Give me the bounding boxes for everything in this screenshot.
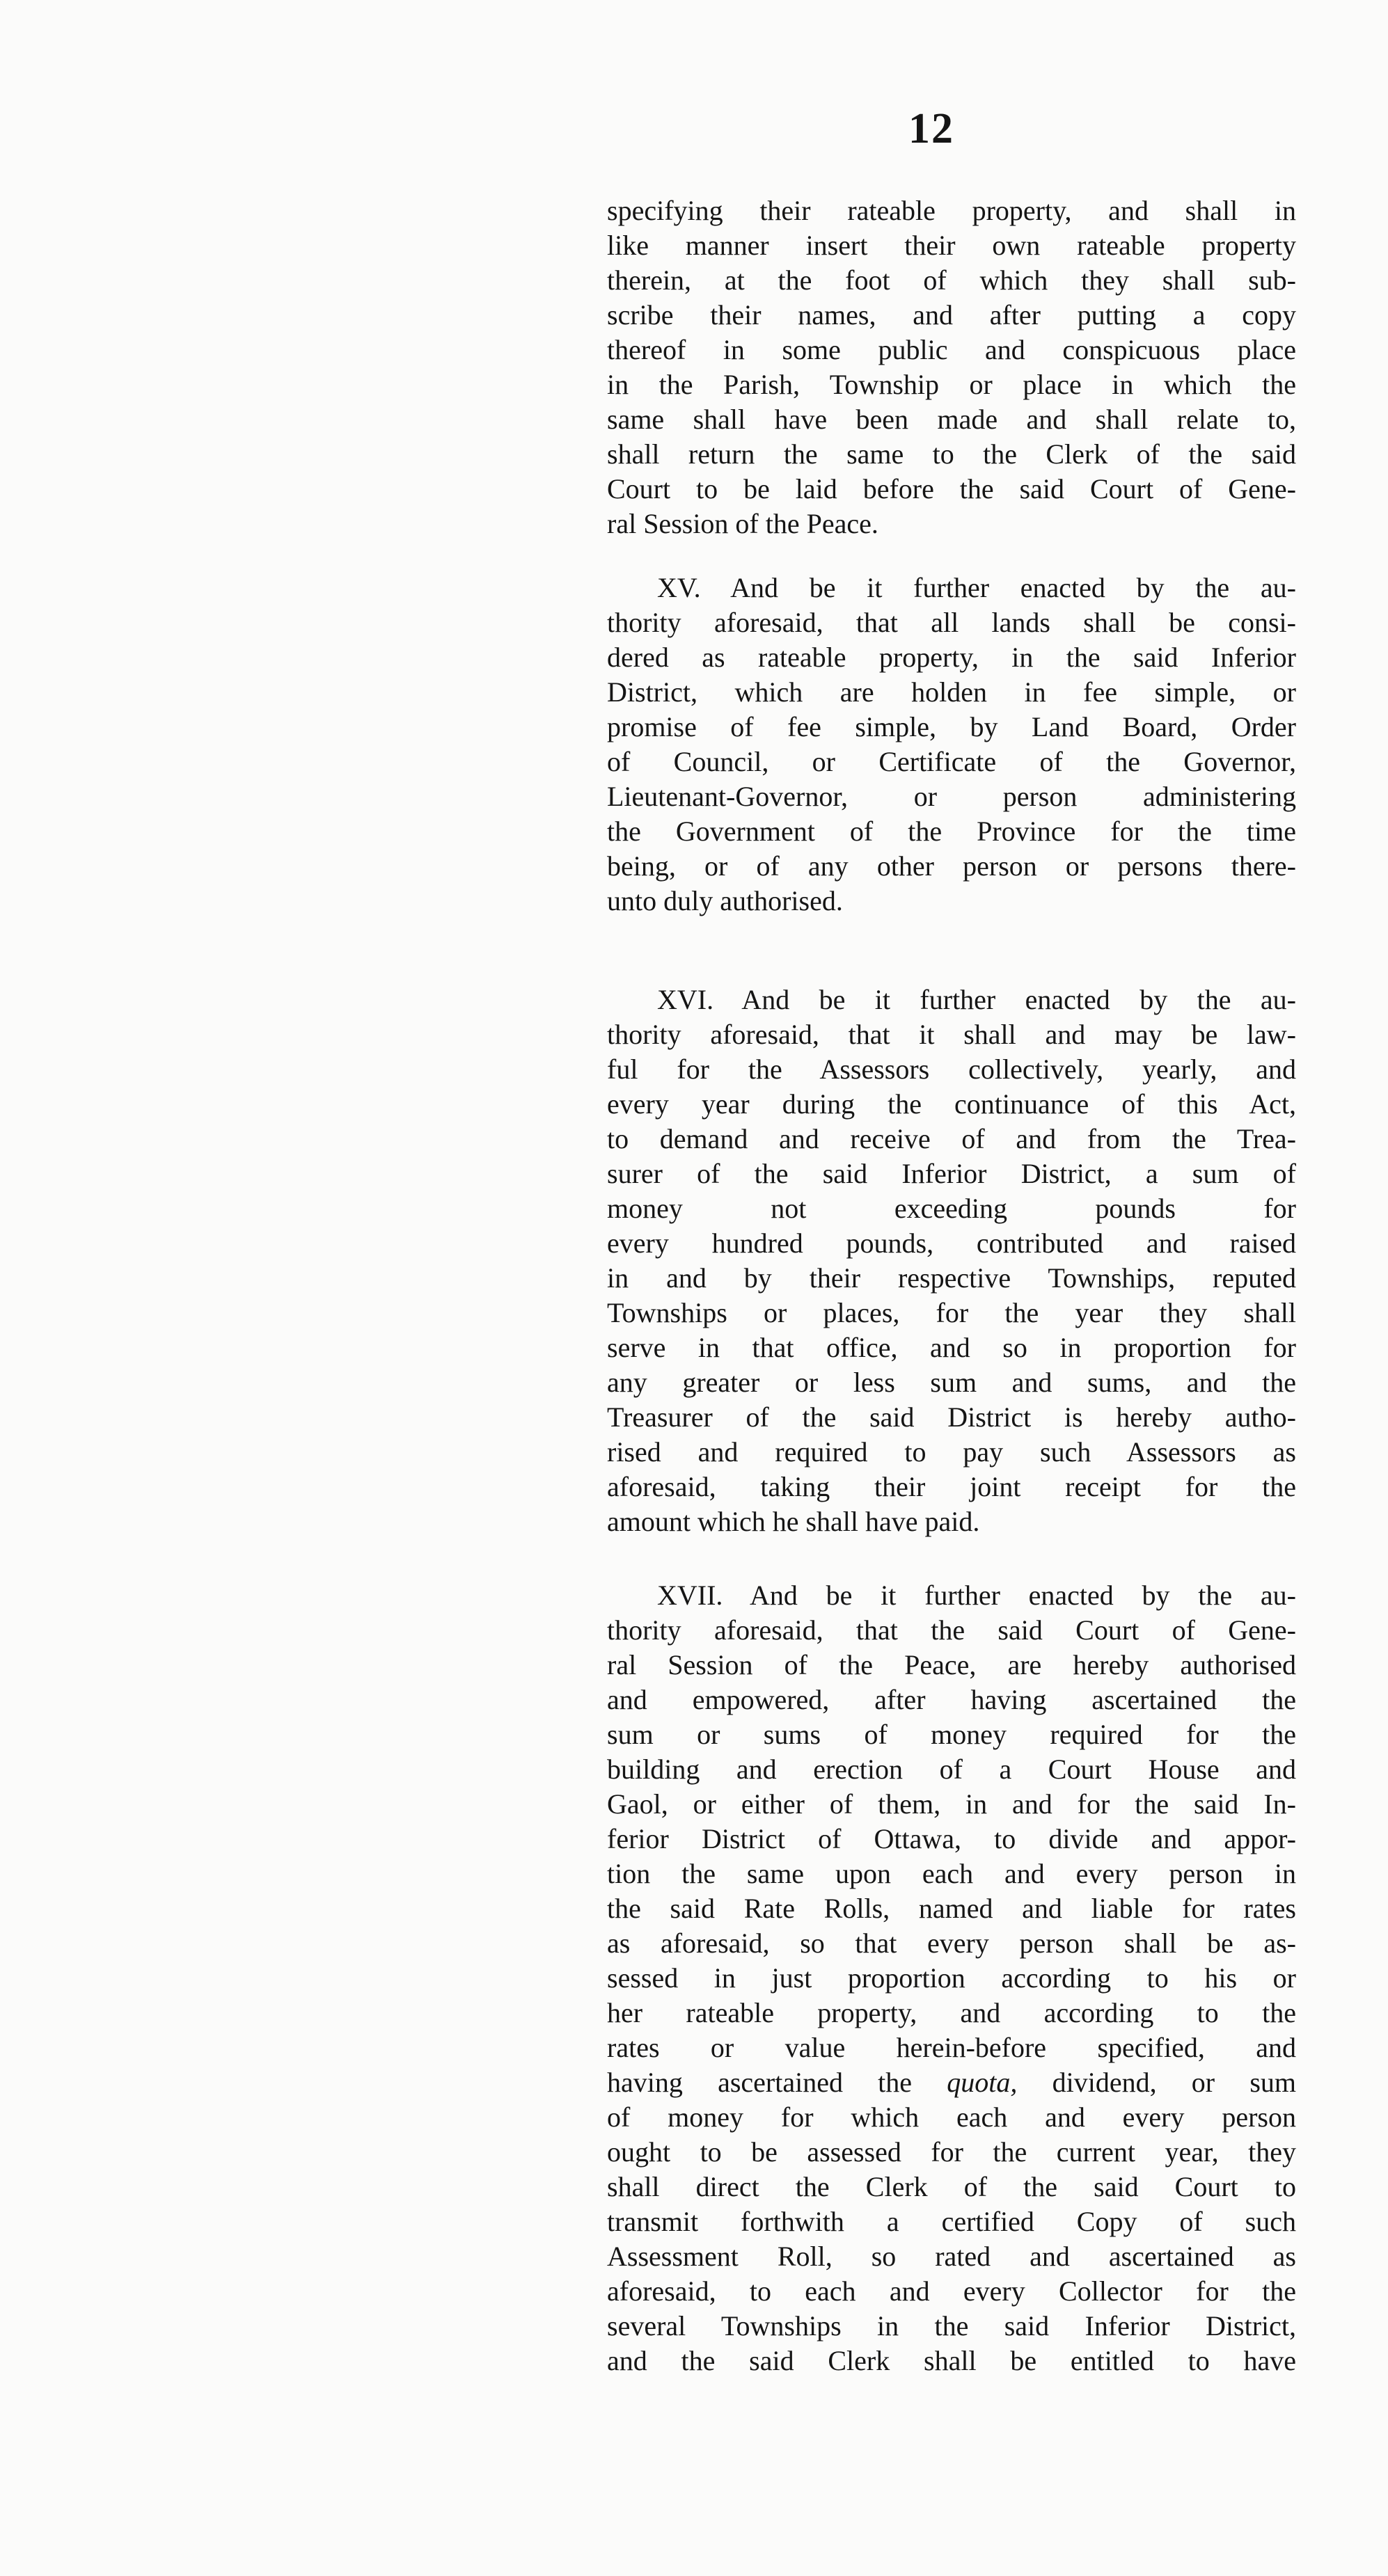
- text-line: therein, at the foot of which they shall sub-: [607, 264, 1296, 296]
- text-line: shall return the same to the Clerk of the said: [607, 438, 1296, 470]
- text-line: District, which are holden in fee simple, or: [607, 676, 1296, 708]
- text-line: as aforesaid, so that every person shall be as-: [607, 1927, 1296, 1959]
- text-line: in the Parish, Township or place in which the: [607, 369, 1296, 400]
- text-line: dered as rateable property, in the said Inferior: [607, 642, 1296, 673]
- text-line: Townships or places, for the year they shall: [607, 1297, 1296, 1328]
- text-line: of Council, or Certificate of the Governor,: [607, 746, 1296, 777]
- text-fragment: having ascertained the: [607, 2067, 913, 2098]
- text-line: aforesaid, to each and every Collector for the: [607, 2275, 1296, 2307]
- text-line: ral Session of the Peace.: [607, 508, 878, 539]
- text-line: specifying their rateable property, and shall in: [607, 195, 1296, 226]
- text-line: the Government of the Province for the time: [607, 816, 1296, 847]
- section-heading-line: XV. And be it further enacted by the au-: [657, 572, 1296, 603]
- text-line: and the said Clerk shall be entitled to have: [607, 2345, 1296, 2376]
- paragraph-section-xvi: [607, 983, 1296, 1539]
- text-line: the said Rate Rolls, named and liable for rates: [607, 1893, 1296, 1924]
- section-heading-line: XVII. And be it further enacted by the au-: [657, 1580, 1296, 1611]
- text-line: Court to be laid before the said Court of Gene-: [607, 473, 1296, 504]
- paragraph-section-xv: [607, 571, 1296, 919]
- text-line: amount which he shall have paid.: [607, 1506, 980, 1537]
- text-line: being, or of any other person or persons there-: [607, 850, 1296, 882]
- text-line-with-italic: [607, 2065, 1296, 2100]
- text-line: serve in that office, and so in proportion for: [607, 1332, 1296, 1363]
- text-line: aforesaid, taking their joint receipt for the: [607, 1471, 1296, 1502]
- text-line: Lieutenant-Governor, or person administering: [607, 781, 1296, 812]
- text-line-with-blank: money not exceeding pounds for: [607, 1193, 1296, 1224]
- text-line: and empowered, after having ascertained the: [607, 1684, 1296, 1715]
- text-line: thority aforesaid, that the said Court of Gene-: [607, 1614, 1296, 1646]
- text-line: thereof in some public and conspicuous place: [607, 334, 1296, 365]
- text-line: transmit forthwith a certified Copy of such: [607, 2206, 1296, 2237]
- text-line: ral Session of the Peace, are hereby authorised: [607, 1649, 1296, 1680]
- paragraph-continuation: [607, 193, 1296, 541]
- text-line: surer of the said Inferior District, a sum of: [607, 1158, 1296, 1189]
- text-line: building and erection of a Court House and: [607, 1754, 1296, 1785]
- text-fragment: dividend, or sum: [1017, 2067, 1297, 2098]
- text-line: unto duly authorised.: [607, 885, 843, 916]
- text-line: scribe their names, and after putting a copy: [607, 299, 1296, 331]
- text-line: of money for which each and every person: [607, 2101, 1296, 2133]
- text-line: sessed in just proportion according to his or: [607, 1962, 1296, 1994]
- text-line: Assessment Roll, so rated and ascertained as: [607, 2241, 1296, 2272]
- text-line: promise of fee simple, by Land Board, Order: [607, 711, 1296, 742]
- text-line: to demand and receive of and from the Trea-: [607, 1123, 1296, 1154]
- text-line: Treasurer of the said District is hereby autho-: [607, 1401, 1296, 1433]
- italic-word: quota,: [947, 2067, 1018, 2098]
- text-line: tion the same upon each and every person in: [607, 1858, 1296, 1889]
- paragraph-section-xvii: [607, 1578, 1296, 2378]
- text-line: every hundred pounds, contributed and raised: [607, 1227, 1296, 1259]
- text-line: in and by their respective Townships, reputed: [607, 1262, 1296, 1294]
- text-line: several Townships in the said Inferior District,: [607, 2310, 1296, 2342]
- text-line: sum or sums of money required for the: [607, 1719, 1296, 1750]
- text-line: her rateable property, and according to the: [607, 1997, 1296, 2028]
- text-line: any greater or less sum and sums, and the: [607, 1367, 1296, 1398]
- text-line: thority aforesaid, that all lands shall be consi-: [607, 607, 1296, 638]
- text-line: ought to be assessed for the current year, they: [607, 2136, 1296, 2168]
- text-line: same shall have been made and shall relate to,: [607, 404, 1296, 435]
- text-line: every year during the continuance of this Act,: [607, 1088, 1296, 1120]
- text-line: rates or value herein-before specified, and: [607, 2032, 1296, 2063]
- page-number: 12: [908, 105, 954, 152]
- section-heading-line: XVI. And be it further enacted by the au-: [657, 984, 1296, 1015]
- text-line: like manner insert their own rateable property: [607, 230, 1296, 261]
- text-line: Gaol, or either of them, in and for the said In-: [607, 1788, 1296, 1820]
- text-line: thority aforesaid, that it shall and may be law-: [607, 1019, 1296, 1050]
- text-line: ferior District of Ottawa, to divide and appor-: [607, 1823, 1296, 1854]
- text-line: ful for the Assessors collectively, yearly, and: [607, 1054, 1296, 1085]
- text-line: rised and required to pay such Assessors as: [607, 1436, 1296, 1468]
- text-line: shall direct the Clerk of the said Court to: [607, 2171, 1296, 2202]
